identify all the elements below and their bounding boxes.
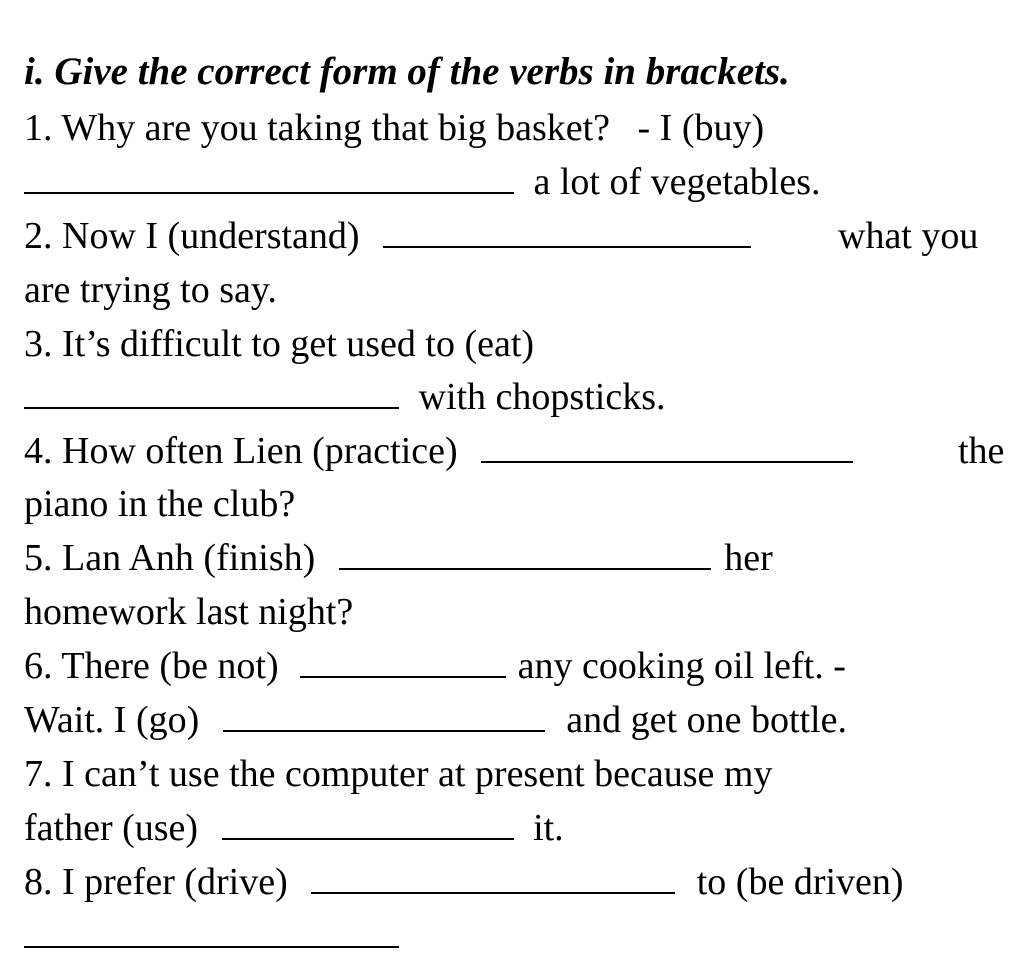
question-1-line-1 (24, 106, 764, 150)
question-2-text: 2. Now I (understand) (24, 215, 360, 257)
question-1-line-2 (24, 160, 821, 204)
answer-blank-7[interactable] (222, 808, 514, 840)
question-7-text: 7. I can’t use the computer at present because my (24, 753, 773, 795)
question-1-continuation: a lot of vegetables. (533, 161, 821, 203)
question-5-continuation: homework last night? (24, 591, 354, 633)
question-7-line-2 (24, 806, 564, 850)
question-4-line-1 (24, 429, 853, 473)
question-1-text: 1. Why are you taking that big basket? (24, 107, 611, 149)
answer-blank-1[interactable] (24, 162, 514, 194)
exercise-title: i. Give the correct form of the verbs in brackets. (24, 50, 790, 93)
question-1-verb: - I (buy) (637, 107, 765, 149)
question-4-text: 4. How often Lien (practice) (24, 430, 458, 472)
question-7-verb: father (use) (24, 807, 199, 849)
answer-blank-4[interactable] (481, 431, 853, 463)
answer-blank-8b[interactable] (24, 916, 399, 948)
question-4-after-blank: the (958, 430, 1005, 472)
question-8-after-blank: to (be driven) (696, 861, 904, 903)
answer-blank-5[interactable] (339, 538, 711, 570)
answer-blank-3[interactable] (24, 377, 399, 409)
answer-blank-2[interactable] (383, 216, 751, 248)
question-5-after-blank: her (724, 537, 773, 579)
question-2-line-1 (24, 214, 751, 258)
question-3-text: 3. It’s difficult to get used to (eat) (24, 323, 535, 365)
question-6-line-2 (24, 698, 847, 742)
question-5-text: 5. Lan Anh (finish) (24, 537, 316, 579)
answer-blank-6b[interactable] (223, 700, 545, 732)
question-6-continuation: and get one bottle. (566, 699, 847, 741)
question-7-continuation: it. (533, 807, 564, 849)
question-6-text: 6. There (be not) (24, 645, 279, 687)
question-4-continuation: piano in the club? (24, 483, 296, 525)
answer-blank-6a[interactable] (300, 646, 506, 678)
question-3-line-2 (24, 375, 665, 419)
question-6-after-blank: any cooking oil left. - (517, 645, 846, 687)
question-2-after-blank: what you (838, 215, 979, 257)
question-3-continuation: with chopsticks. (418, 376, 666, 418)
question-2-continuation: are trying to say. (24, 269, 277, 311)
question-8-line-1 (24, 860, 904, 904)
question-6-second-part: Wait. I (go) (24, 699, 200, 741)
question-5-line-1 (24, 536, 773, 580)
question-8-text: 8. I prefer (drive) (24, 861, 288, 903)
question-6-line-1 (24, 644, 846, 688)
question-8-line-2 (24, 914, 399, 958)
answer-blank-8a[interactable] (311, 862, 675, 894)
